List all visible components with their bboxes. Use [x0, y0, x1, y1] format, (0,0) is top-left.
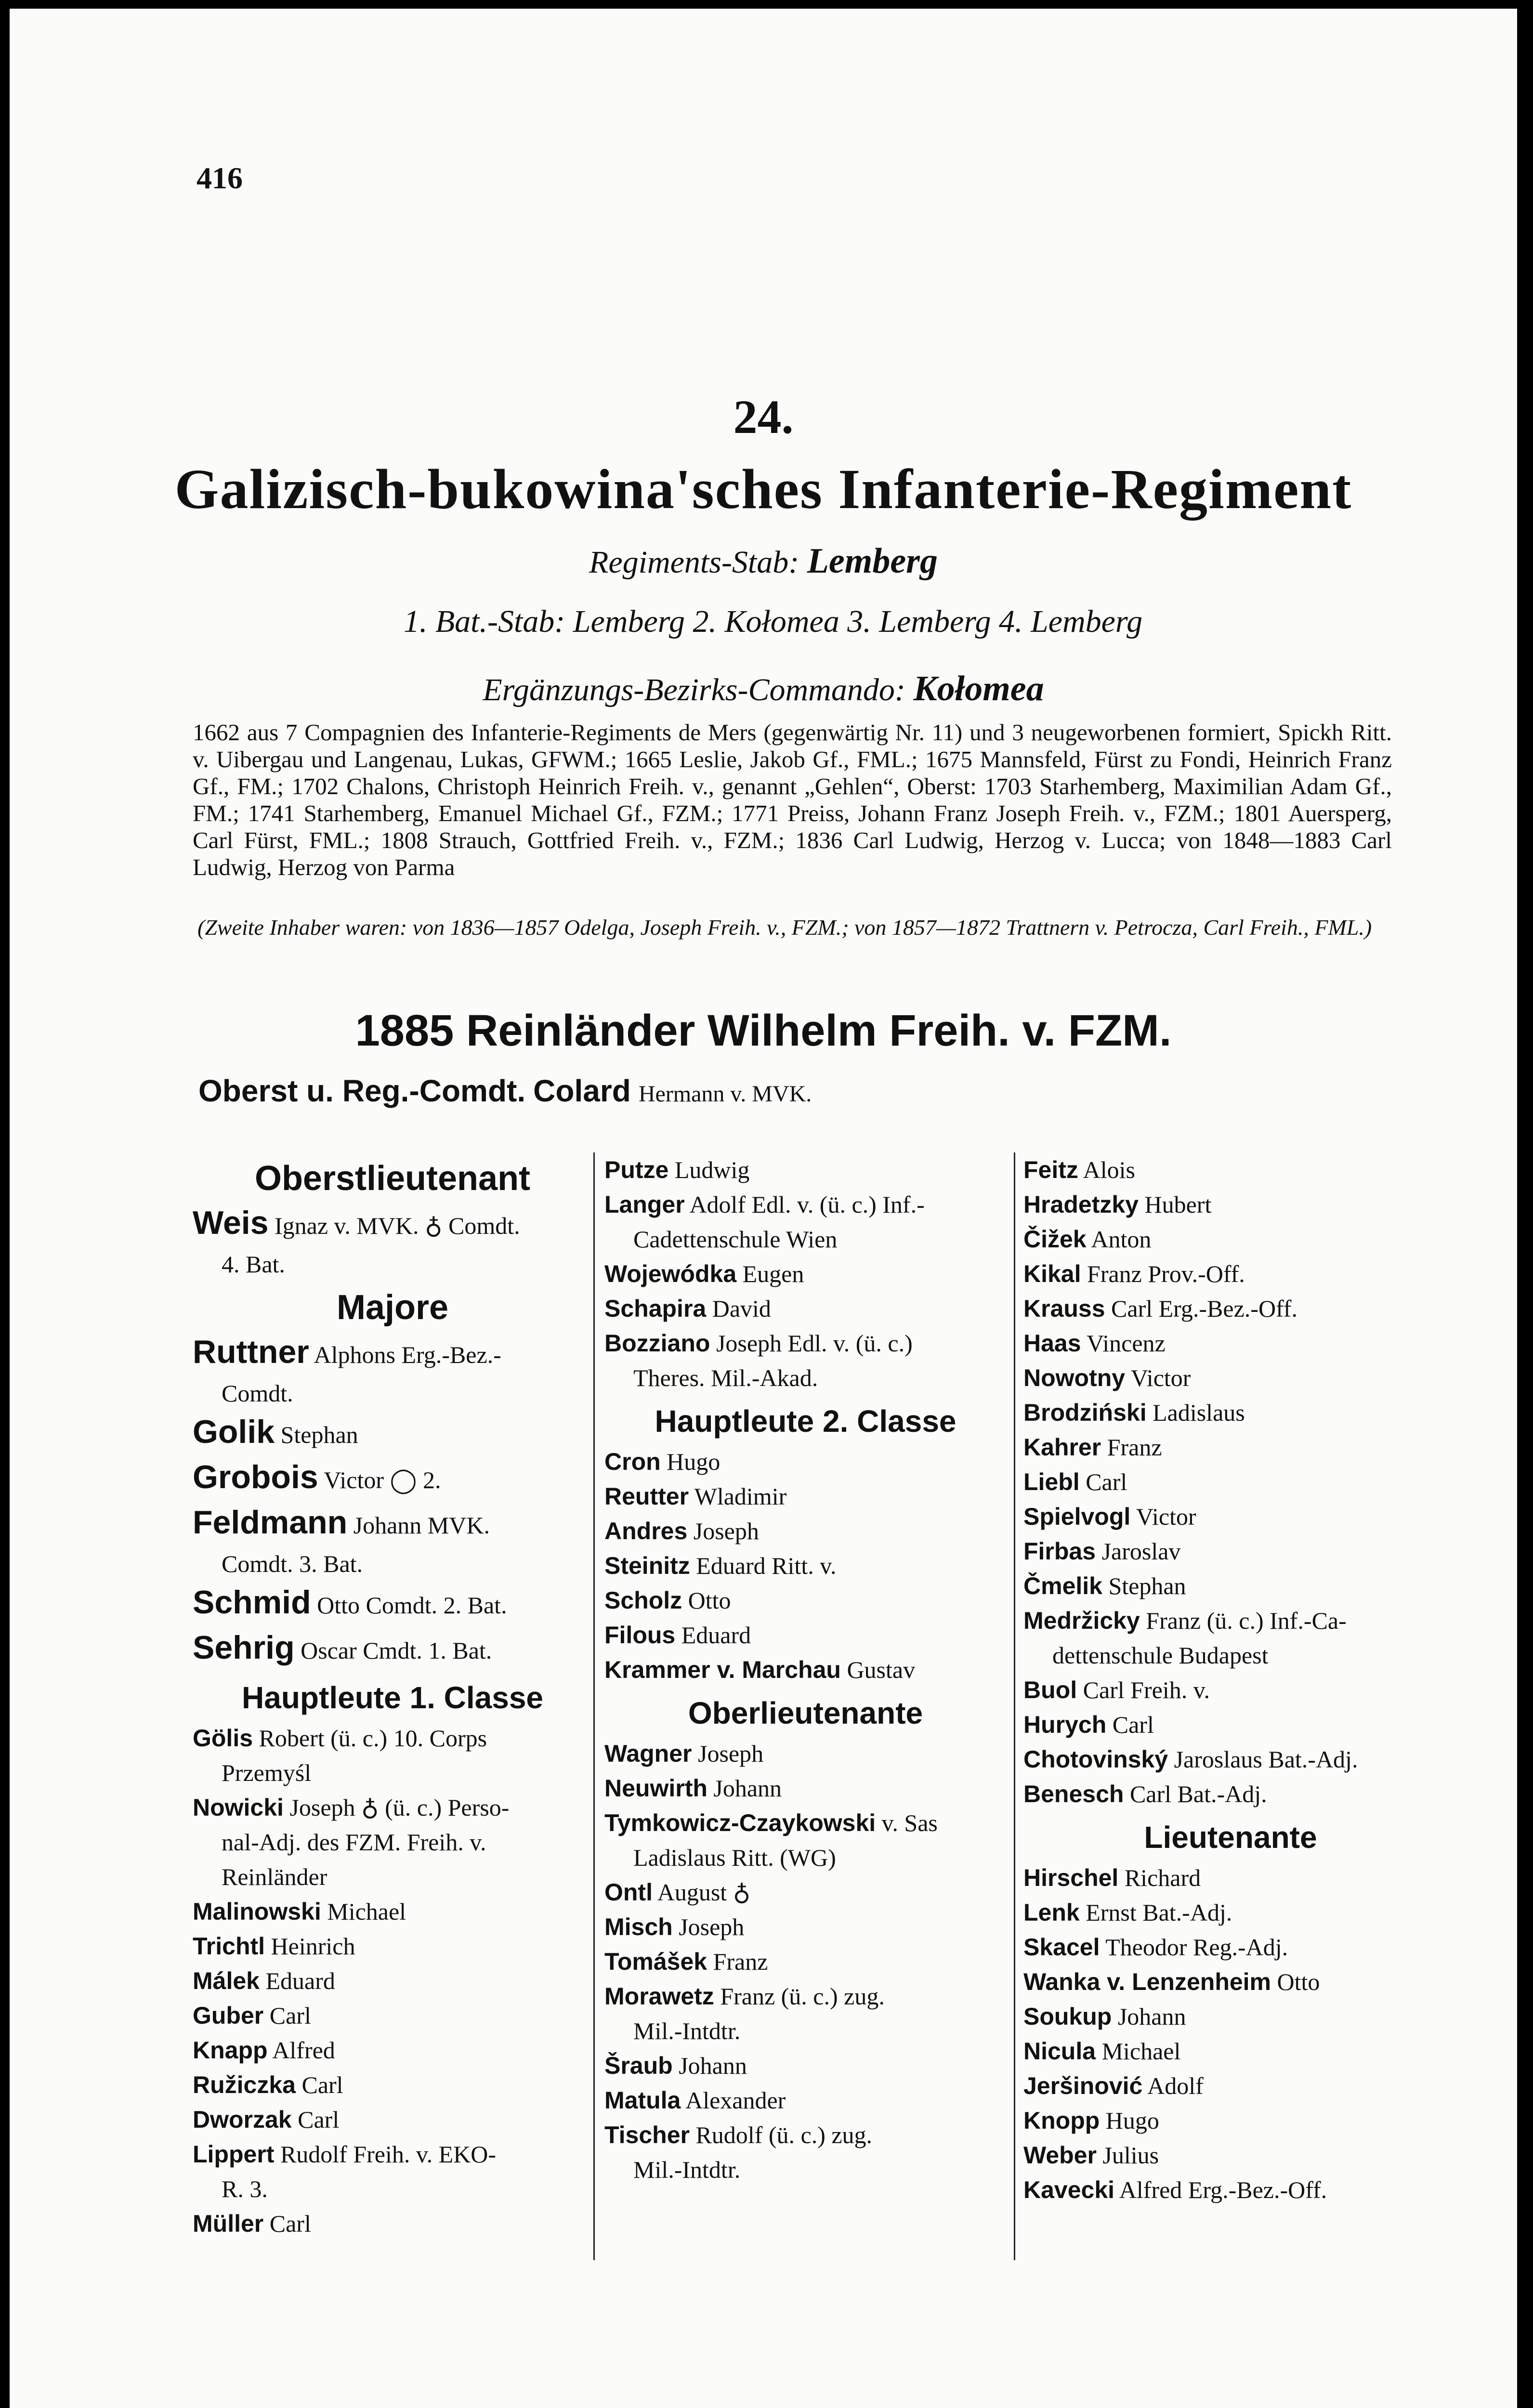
officer-entry [604, 1944, 1007, 1979]
officer-details: Stephan [280, 1421, 358, 1448]
officer-entry [1023, 1569, 1438, 1603]
officer-entry [1023, 1742, 1438, 1777]
heading-oberstlieutenant: Oberstlieutenant [254, 1159, 531, 1198]
officer-entry [193, 2102, 592, 2137]
officer-details: Carl Freih. v. [1083, 1676, 1210, 1703]
officer-entry [193, 1894, 592, 1929]
officer-details: Rudolf (ü. c.) zug. [695, 2121, 873, 2148]
officer-surname: Schapira [604, 1295, 707, 1322]
officer-details: Carl [269, 2210, 311, 2237]
officer-entry [1023, 2103, 1438, 2138]
officer-details: Johann MVK. [353, 1512, 490, 1539]
oberst-label: Oberst u. Reg.-Comdt. [198, 1073, 526, 1108]
officer-entry [1023, 1152, 1438, 1187]
officer-surname: Dworzak [193, 2106, 292, 2133]
officer-entry [193, 2068, 592, 2102]
officer-details: v. Sas [881, 1809, 938, 1836]
officer-entry [1023, 1673, 1438, 1707]
officer-surname: Šraub [604, 2052, 673, 2079]
officer-surname: Skacel [1023, 1934, 1100, 1961]
officer-details: Eduard [265, 1967, 335, 1994]
officer-details-continued: Comdt. [222, 1380, 293, 1407]
column-divider [1014, 1152, 1015, 2260]
officer-entry [604, 1910, 1007, 1944]
officer-details: Hubert [1144, 1191, 1212, 1218]
officer-entry [604, 1444, 1007, 1479]
officer-entry [193, 1581, 592, 1626]
officer-surname: Wojewódka [604, 1260, 737, 1287]
officer-entry [1023, 1187, 1438, 1222]
officer-details-continued: Comdt. 3. Bat. [222, 1550, 363, 1577]
officer-details: Adolf Edl. v. (ü. c.) Inf.- [689, 1191, 925, 1218]
officer-entry [193, 1331, 592, 1376]
officer-details: Ignaz v. MVK. ♁ Comdt. [274, 1212, 520, 1239]
officer-details: Wladimir [694, 1483, 787, 1510]
officer-surname: Spielvogl [1023, 1503, 1131, 1530]
officer-surname: Lenk [1023, 1899, 1080, 1926]
officer-surname: Čmelik [1023, 1572, 1102, 1599]
officer-details: Otto [688, 1587, 731, 1614]
officer-surname: Golik [193, 1413, 275, 1450]
regiments-stab-line [10, 541, 1517, 582]
officer-entry [1023, 1222, 1438, 1256]
officer-surname: Sehrig [193, 1629, 295, 1666]
officer-details: Stephan [1108, 1572, 1186, 1599]
officer-entry [1023, 1603, 1438, 1638]
officer-details: August ♁ [657, 1879, 751, 1906]
officer-details: Franz (ü. c.) Inf.-Ca- [1146, 1607, 1347, 1634]
heading-hauptleute-2: Hauptleute 2. Classe [655, 1404, 956, 1439]
officer-entry [193, 2206, 592, 2241]
officer-surname: Neuwirth [604, 1775, 708, 1802]
regiment-title: Galizisch-bukowina'sches Infanterie-Regiment [174, 458, 1352, 521]
officer-entry [1023, 1395, 1438, 1430]
officer-details: Hugo [1105, 2107, 1159, 2134]
officer-surname: Brodziński [1023, 1399, 1147, 1426]
second-owners-note: (Zweite Inhaber waren: von 1836—1857 Odelga, Joseph Freih. v., FZM.; von 1857—1872 Trattnern v. Petrocza, Carl Freih., FML.) [197, 915, 1372, 940]
officer-details: Eugen [742, 1260, 804, 1287]
officer-surname: Cron [604, 1448, 661, 1475]
officer-entry [604, 1152, 1007, 1187]
officer-surname: Müller [193, 2210, 264, 2237]
officer-details-continued: Theres. Mil.-Akad. [633, 1364, 818, 1391]
officer-entry [604, 2048, 1007, 2083]
officer-details: Julius [1102, 2142, 1159, 2169]
officer-entry [1023, 2138, 1438, 2172]
officer-details-continued: R. 3. [222, 2175, 268, 2202]
officer-details: Joseph [679, 1913, 745, 1940]
officer-details: Michael [327, 1898, 406, 1925]
officer-surname: Knopp [1023, 2107, 1100, 2134]
erg-label: Ergänzungs-Bezirks-Commando: [483, 672, 905, 707]
officer-details: Heinrich [271, 1933, 355, 1960]
officer-entry [1023, 2172, 1438, 2207]
officer-entry [193, 1202, 592, 1247]
officer-details: Carl [269, 2002, 311, 2029]
officer-details: Theodor Reg.-Adj. [1105, 1934, 1288, 1961]
officer-details: Carl [298, 2106, 340, 2133]
officer-details: Otto Comdt. 2. Bat. [317, 1592, 507, 1619]
officer-entry [1023, 2034, 1438, 2068]
officer-details-continued: 4. Bat. [222, 1251, 285, 1278]
officer-surname: Medržicky [1023, 1607, 1140, 1634]
officer-surname: Lippert [193, 2141, 275, 2168]
officer-details: Robert (ü. c.) 10. Corps [259, 1725, 487, 1752]
officer-details: Franz (ü. c.) zug. [720, 1983, 885, 2010]
officer-entry [193, 1790, 592, 1825]
battalion-staff-line: 1. Bat.-Stab: Lemberg 2. Kołomea 3. Lemberg 4. Lemberg [403, 604, 1143, 639]
officer-entry [193, 1626, 592, 1672]
officer-entry [193, 1721, 592, 1755]
oberst-name: Colard [533, 1073, 631, 1108]
officer-details: Jaroslav [1101, 1538, 1181, 1565]
officer-entry [604, 1548, 1007, 1583]
officer-surname: Matula [604, 2087, 681, 2114]
officer-details-continued: Mil.-Intdtr. [633, 2017, 741, 2044]
officer-surname: Nowicki [193, 1794, 284, 1821]
heading-hauptleute-1: Hauptleute 1. Classe [242, 1680, 543, 1715]
officer-details: Victor ◯ 2. [324, 1466, 441, 1493]
column-divider [593, 1152, 595, 2260]
officer-details: Alfred Erg.-Bez.-Off. [1119, 2176, 1327, 2203]
officer-surname: Hradetzky [1023, 1191, 1139, 1218]
scanned-page [10, 9, 1517, 2408]
heading-majore: Majore [336, 1288, 449, 1327]
officer-entry [1023, 1499, 1438, 1534]
officer-surname: Wanka v. Lenzenheim [1023, 1968, 1271, 1995]
stab-place: Lemberg [807, 541, 938, 581]
officer-details: Victor [1136, 1503, 1196, 1530]
stab-label: Regiments-Stab: [589, 545, 799, 580]
officer-entry [604, 1514, 1007, 1548]
erg-place: Kołomea [913, 669, 1044, 708]
column-1 [193, 1152, 592, 2241]
officer-entry [604, 1771, 1007, 1806]
heading-oberlieutenante: Oberlieutenante [688, 1696, 923, 1730]
officer-entry [193, 1929, 592, 1963]
officer-surname: Putze [604, 1156, 669, 1183]
officer-entry [1023, 2068, 1438, 2103]
officer-details: Joseph [698, 1740, 764, 1767]
officer-details-continued: nal-Adj. des FZM. Freih. v. Reinländer [222, 1829, 486, 1890]
officer-surname: Steinitz [604, 1552, 690, 1579]
officer-surname: Knapp [193, 2037, 268, 2064]
officer-details: Otto [1277, 1968, 1320, 1995]
officer-details: Oscar Cmdt. 1. Bat. [301, 1637, 492, 1664]
officer-entry [604, 1875, 1007, 1910]
officer-surname: Tymkowicz-Czaykowski [604, 1809, 876, 1836]
officer-surname: Grobois [193, 1459, 318, 1495]
officer-details: Alexander [685, 2087, 786, 2114]
officer-details: Franz [713, 1948, 768, 1975]
officer-surname: Bozziano [604, 1330, 710, 1357]
officer-details: Franz Prov.-Off. [1087, 1260, 1245, 1287]
officer-entry [193, 1963, 592, 1998]
officer-details: Johann [713, 1775, 782, 1802]
officer-entry [193, 1501, 592, 1546]
officer-surname: Feldmann [193, 1504, 348, 1541]
officer-details-continued: Mil.-Intdtr. [633, 2156, 741, 2183]
officer-entry [1023, 1895, 1438, 1930]
officer-entry [1023, 1534, 1438, 1569]
officer-surname: Nowotny [1023, 1364, 1126, 1391]
officer-surname: Nicula [1023, 2038, 1096, 2065]
officer-surname: Schmid [193, 1584, 311, 1621]
officer-entry [604, 1256, 1007, 1291]
officer-entry [1023, 1361, 1438, 1395]
officer-entry [1023, 1930, 1438, 1964]
officer-entry [193, 1998, 592, 2033]
officer-surname: Buol [1023, 1676, 1077, 1703]
oberst-rest: Hermann v. MVK. [638, 1081, 812, 1107]
officer-details: Ernst Bat.-Adj. [1086, 1899, 1232, 1926]
officer-details: David [712, 1295, 771, 1322]
officer-details: Eduard [681, 1622, 751, 1649]
officer-surname: Misch [604, 1913, 673, 1940]
officer-entry [604, 1291, 1007, 1326]
officer-details: Ladislaus [1153, 1399, 1245, 1426]
officer-details: Joseph ♁ (ü. c.) Perso- [289, 1794, 510, 1821]
officer-details: Hugo [667, 1448, 721, 1475]
officer-details: Johann [679, 2052, 747, 2079]
officer-surname: Tomášek [604, 1948, 708, 1975]
officer-details: Adolf [1147, 2072, 1204, 2099]
officer-details-continued: Ladislaus Ritt. (WG) [633, 1844, 836, 1871]
officer-entry [604, 2083, 1007, 2118]
officer-entry [1023, 1964, 1438, 1999]
officer-surname: Scholz [604, 1587, 682, 1614]
officer-entry [193, 2137, 592, 2172]
officer-details: Franz [1107, 1434, 1162, 1461]
regiment-number: 24. [733, 390, 794, 444]
officer-details: Alois [1083, 1156, 1136, 1183]
officer-surname: Liebl [1023, 1468, 1080, 1495]
officer-surname: Ruttner [193, 1334, 309, 1370]
officer-entry [604, 1479, 1007, 1514]
officer-details: Carl [1112, 1711, 1154, 1738]
heading-lieutenante: Lieutenante [1144, 1820, 1317, 1855]
officer-entry [1023, 1430, 1438, 1465]
officer-surname: Langer [604, 1191, 685, 1218]
officer-details: Richard [1124, 1864, 1201, 1891]
officer-details: Gustav [847, 1656, 916, 1683]
officer-surname: Krammer v. Marchau [604, 1656, 841, 1683]
officer-surname: Tischer [604, 2121, 690, 2148]
officer-surname: Hirschel [1023, 1864, 1119, 1891]
officer-details-continued: Przemyśl [222, 1759, 312, 1786]
officer-entry [193, 1411, 592, 1456]
officer-surname: Morawetz [604, 1983, 714, 2010]
officer-details: Joseph [693, 1518, 759, 1544]
officer-surname: Krauss [1023, 1295, 1105, 1322]
officer-details: Carl [1086, 1468, 1127, 1495]
officer-details: Ludwig [674, 1156, 750, 1183]
officer-details: Alfred [272, 2037, 335, 2064]
officer-surname: Andres [604, 1518, 688, 1544]
officer-surname: Firbas [1023, 1538, 1096, 1565]
officer-surname: Wagner [604, 1740, 692, 1767]
officer-surname: Feitz [1023, 1156, 1078, 1183]
officer-surname: Weis [193, 1204, 269, 1241]
officer-surname: Jeršinović [1023, 2072, 1143, 2099]
column-3 [1023, 1152, 1438, 2207]
officer-surname: Haas [1023, 1330, 1081, 1357]
officer-details: Joseph Edl. v. (ü. c.) [716, 1330, 913, 1357]
officer-surname: Ontl [604, 1879, 653, 1906]
officer-entry [193, 1456, 592, 1501]
officer-details: Rudolf Freih. v. EKO- [280, 2141, 497, 2168]
officer-details: Carl Erg.-Bez.-Off. [1111, 1295, 1297, 1322]
oberst-line [198, 1073, 812, 1109]
officer-entry [1023, 1860, 1438, 1895]
officer-details: Michael [1101, 2038, 1181, 2065]
officer-entry [1023, 1326, 1438, 1361]
officer-details: Alphons Erg.-Bez.- [314, 1341, 501, 1368]
officer-surname: Malinowski [193, 1898, 321, 1925]
officer-details: Anton [1091, 1226, 1152, 1253]
officer-entry [1023, 1291, 1438, 1326]
officer-surname: Ružiczka [193, 2071, 296, 2098]
officer-details: Jaroslaus Bat.-Adj. [1174, 1746, 1358, 1773]
officer-details: Eduard Ritt. v. [696, 1552, 837, 1579]
officer-surname: Soukup [1023, 2003, 1112, 2030]
officer-entry [193, 2033, 592, 2068]
officer-entry [604, 1618, 1007, 1652]
officer-entry [604, 1806, 1007, 1840]
officer-entry [1023, 1999, 1438, 2034]
officer-details-continued: dettenschule Budapest [1052, 1642, 1269, 1669]
officer-entry [1023, 1777, 1438, 1811]
officer-entry [604, 1326, 1007, 1361]
officer-entry [1023, 1465, 1438, 1499]
officer-surname: Guber [193, 2002, 264, 2029]
officer-surname: Gölis [193, 1725, 253, 1752]
officer-entry [604, 1652, 1007, 1687]
officer-details: Victor [1130, 1364, 1191, 1391]
officer-surname: Čižek [1023, 1226, 1087, 1253]
regiment-history: 1662 aus 7 Compagnien des Infanterie-Regiments de Mers (gegenwärtig Nr. 11) und 3 neugeworbenen formiert, Spickh Ritt. v. Uibergau und Langenau, Lukas, GFWM.; 1665 Leslie, Jakob Gf., FML.; 1675 Mannsfeld, Fürst zu Fondi, Heinrich Franz Gf., FM.; 1702 Chalons, Christoph Heinrich Freih. v., genannt „Gehlen“, Oberst: 1703 Starhemberg, Maximilian Adam Gf., FM.; 1741 Starhemberg, Emanuel Michael Gf., FZM.; 1771 Preiss, Johann Franz Joseph Freih. v., FZM.; 1801 Auersperg, Carl Fürst, FML.; 1808 Strauch, Gottfried Freih. v., FZM.; 1836 Carl Ludwig, Herzog v. Lucca; von 1848—1883 Carl Ludwig, Herzog von Parma [193, 719, 1392, 880]
officer-details: Carl [301, 2071, 343, 2098]
officer-surname: Hurych [1023, 1711, 1107, 1738]
officer-details: Carl Bat.-Adj. [1129, 1780, 1267, 1807]
officer-surname: Kavecki [1023, 2176, 1115, 2203]
officer-surname: Trichtl [193, 1933, 265, 1960]
officer-entry [604, 1187, 1007, 1222]
officer-entry [604, 1583, 1007, 1618]
ergaenzung-line [10, 668, 1517, 709]
officer-surname: Kikal [1023, 1260, 1081, 1287]
officer-surname: Benesch [1023, 1780, 1124, 1807]
officer-details: Vincenz [1087, 1330, 1166, 1357]
officer-surname: Weber [1023, 2142, 1097, 2169]
officer-entry [604, 1979, 1007, 2014]
page-number: 416 [197, 161, 243, 195]
officer-entry [604, 1736, 1007, 1771]
officer-entry [1023, 1707, 1438, 1742]
officer-details: Johann [1117, 2003, 1186, 2030]
officer-surname: Filous [604, 1622, 676, 1649]
officer-surname: Málek [193, 1967, 260, 1994]
officer-surname: Chotovinský [1023, 1746, 1168, 1773]
column-2 [604, 1152, 1007, 2187]
officer-details-continued: Cadettenschule Wien [633, 1226, 838, 1253]
officer-surname: Kahrer [1023, 1434, 1101, 1461]
officer-surname: Reutter [604, 1483, 689, 1510]
officer-entry [604, 2118, 1007, 2152]
inhaber-line: 1885 Reinländer Wilhelm Freih. v. FZM. [355, 1006, 1172, 1055]
officer-entry [1023, 1256, 1438, 1291]
